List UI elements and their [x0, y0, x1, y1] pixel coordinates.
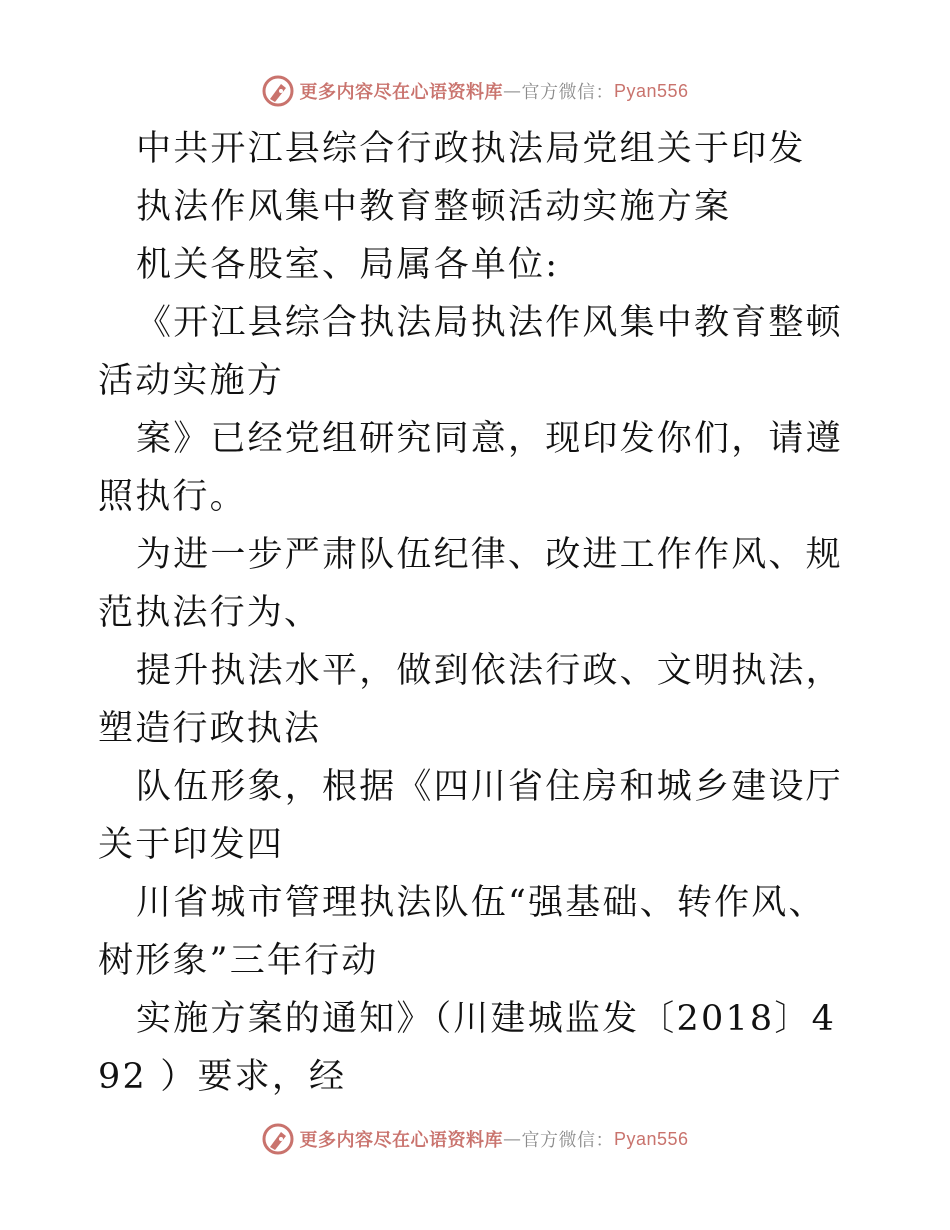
paragraph-2: 案》已经党组研究同意，现印发你们，请遵照执行。	[98, 419, 843, 517]
document-title-line-2: 执法作风集中教育整顿活动实施方案	[136, 187, 732, 227]
paragraph-5: 队伍形象，根据《四川省住房和城乡建设厅关于印发四	[98, 767, 843, 865]
pen-nib-logo-icon	[261, 74, 295, 108]
document-title-line-1: 中共开江县综合行政执法局党组关于印发	[136, 129, 806, 169]
watermark-wechat-id: Pyan556	[613, 1128, 689, 1149]
watermark-text: 更多内容尽在心语资料库	[299, 1130, 503, 1151]
paragraph-4: 提升执法水平，做到依法行政、文明执法，塑造行政执法	[98, 651, 843, 749]
watermark-wechat-id: Pyan556	[613, 80, 689, 101]
document-body	[98, 120, 858, 1106]
pen-nib-logo-icon	[261, 1122, 295, 1156]
paragraph-6: 川省城市管理执法队伍“强基础、转作风、树形象”三年行动	[98, 883, 826, 981]
watermark-text: 更多内容尽在心语资料库	[299, 82, 503, 103]
watermark-wechat-label: 官方微信：	[521, 82, 614, 103]
paragraph-7: 实施方案的通知》（川建城监发〔2018〕492 ）要求，经	[98, 999, 837, 1097]
watermark-separator: —	[502, 1128, 522, 1150]
paragraph-3: 为进一步严肃队伍纪律、改进工作作风、规范执法行为、	[98, 535, 843, 633]
header-watermark	[0, 71, 950, 111]
paragraph-1: 《开江县综合执法局执法作风集中教育整顿活动实施方	[98, 303, 843, 401]
footer-watermark	[0, 1119, 950, 1159]
watermark-separator: —	[502, 80, 522, 102]
document-recipient: 机关各股室、局属各单位:	[136, 245, 560, 285]
watermark-wechat-label: 官方微信：	[521, 1130, 614, 1151]
